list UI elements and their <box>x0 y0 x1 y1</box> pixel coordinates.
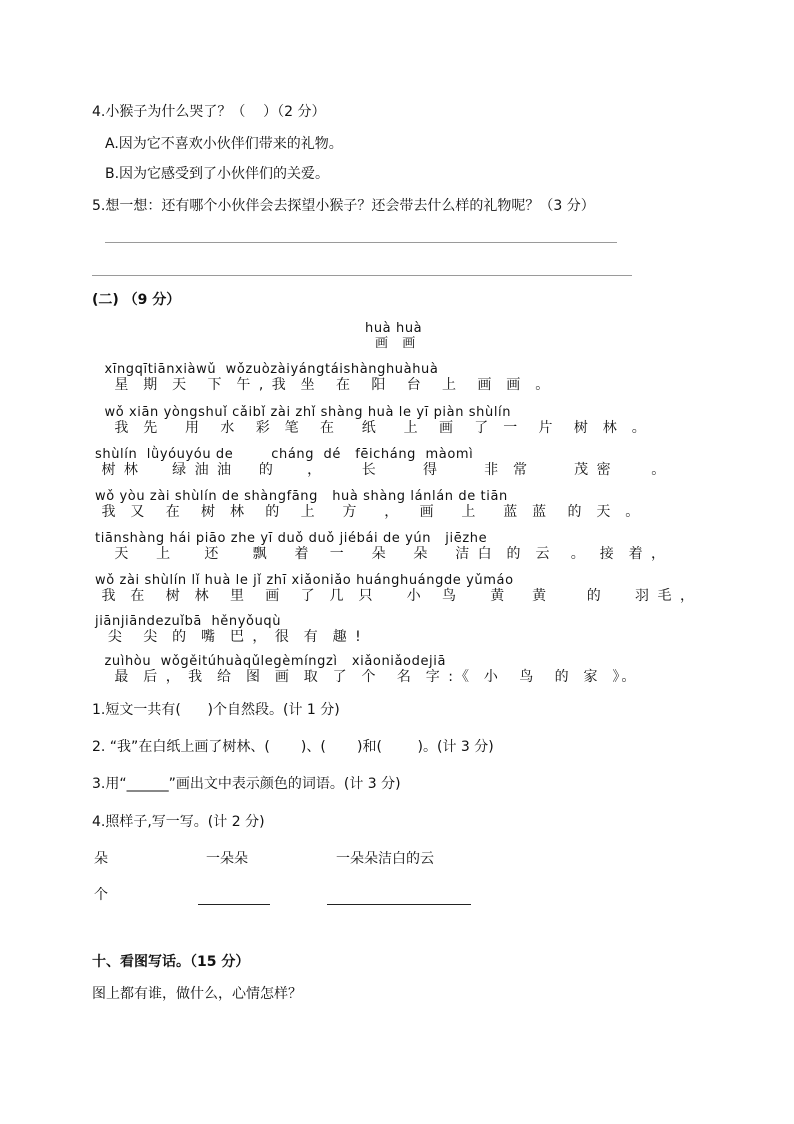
section-two-question-2: 2. “我”在白纸上画了树林、( )、( )和( )。(计 3 分) <box>92 739 494 755</box>
example-reduplicated: 一朵朵 <box>206 851 248 867</box>
passage-line-3-text: 树 林 绿 油 油 的 ， 长 得 非 常 茂 密 。 <box>95 462 668 478</box>
fill-measure-word: 个 <box>94 887 108 903</box>
question-5-text: 5.想一想：还有哪个小伙伴会去探望小猴子？还会带去什么样的礼物呢？（3 分） <box>92 198 595 214</box>
title-pinyin: huà huà <box>365 321 423 336</box>
section-two-header: (二) （9 分） <box>92 292 181 308</box>
question-4-option-b[interactable]: B.因为它感受到了小伙伴们的关爱。 <box>105 166 330 182</box>
section-two-question-4: 4.照样子,写一写。(计 2 分) <box>92 814 265 830</box>
answer-line-2[interactable] <box>92 275 632 276</box>
passage-line-5-text: 天 上 还 飘 着 一 朵 朵 洁 白 的 云 。 接 着 ， <box>95 546 668 562</box>
passage-line-8-text: 最 后 ， 我 给 图 画 取 了 个 名 字 :《 小 鸟 的 家 》。 <box>95 669 638 685</box>
passage-line-7-text: 尖 尖 的 嘴 巴 ， 很 有 趣 ! <box>95 629 363 645</box>
question-4-option-a[interactable]: A.因为它不喜欢小伙伴们带来的礼物。 <box>105 136 343 152</box>
passage-line-5-pinyin: tiānshàng hái piāo zhe yī duǒ duǒ jiébái de yún jiēzhe <box>95 531 488 546</box>
section-ten-title: 十、看图写话。（15 分） <box>92 954 250 970</box>
passage-line-8-pinyin: zuìhòu wǒgěitúhuàqǔlegèmíngzì xiǎoniǎodejiā <box>95 654 447 669</box>
passage-line-2-pinyin: wǒ xiān yòngshuǐ cǎibǐ zài zhǐ shàng huà le yī piàn shùlín <box>95 405 512 420</box>
passage-line-7-pinyin: jiānjiāndezuǐbā hěnyǒuqù <box>95 614 282 629</box>
passage-title: 画 画 <box>375 336 418 351</box>
passage-line-6-text: 我 在 树 林 里 画 了 几 只 小 鸟 黄 黄 的 羽 毛 ， <box>95 588 696 604</box>
fill-blank-reduplicated[interactable] <box>198 904 270 905</box>
passage-line-3-pinyin: shùlín lǜyóuyóu de cháng dé fēicháng màomì <box>95 447 474 462</box>
question-4-text: 4.小猴子为什么哭了？（ ）（2 分） <box>92 104 326 120</box>
answer-line-1[interactable] <box>105 242 617 243</box>
passage-line-1-text: 星 期 天 下 午 , 我 坐 在 阳 台 上 画 画 。 <box>95 377 552 393</box>
passage-line-4-pinyin: wǒ yòu zài shùlín de shàngfāng huà shàng lánlán de tiān <box>95 489 508 504</box>
section-ten-prompt: 图上都有谁，做什么，心情怎样？ <box>92 986 302 1002</box>
example-phrase: 一朵朵洁白的云 <box>336 851 434 867</box>
passage-line-4-text: 我 又 在 树 林 的 上 方 ， 画 上 蓝 蓝 的 天 。 <box>95 504 642 520</box>
example-measure-word: 朵 <box>94 851 108 867</box>
passage-line-1-pinyin: xīngqītiānxiàwǔ wǒzuòzàiyángtáishànghuàhuà <box>95 362 439 377</box>
section-two-question-3: 3.用“______”画出文中表示颜色的词语。(计 3 分) <box>92 776 401 792</box>
section-two-question-1: 1.短文一共有( )个自然段。(计 1 分) <box>92 702 340 718</box>
fill-blank-phrase[interactable] <box>327 904 471 905</box>
passage-line-6-pinyin: wǒ zài shùlín lǐ huà le jǐ zhī xiǎoniǎo huánghuángde yǔmáo <box>95 573 514 588</box>
passage-line-2-text: 我 先 用 水 彩 笔 在 纸 上 画 了 一 片 树 林 。 <box>95 420 648 436</box>
